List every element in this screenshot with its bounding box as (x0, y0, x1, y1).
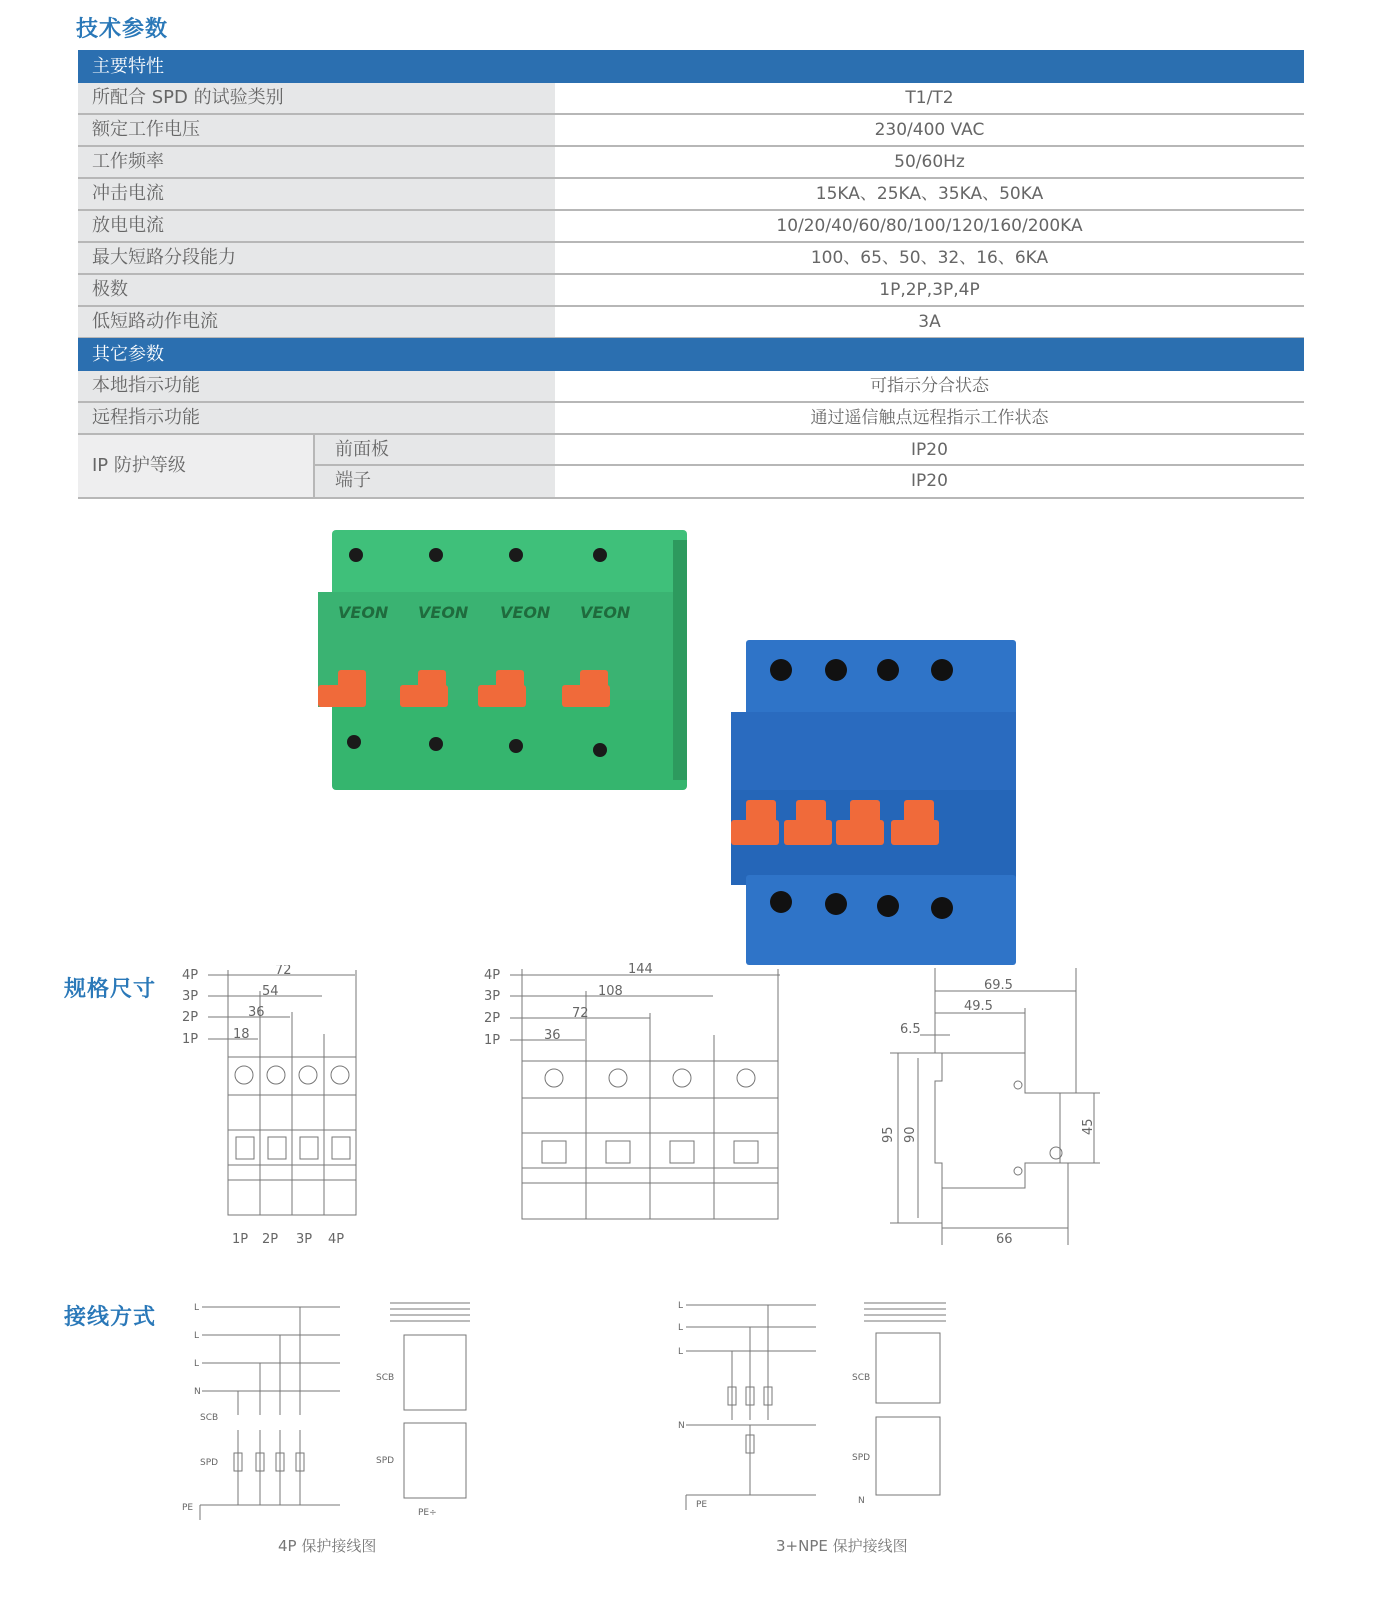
svg-text:VEON: VEON (418, 603, 469, 622)
svg-text:72: 72 (275, 965, 292, 978)
row-value: 50/60Hz (894, 152, 965, 172)
table-row (78, 179, 1304, 211)
table-row (78, 115, 1304, 147)
wiring-diagram-3npe (676, 1295, 986, 1535)
wiring-heading: 接线方式 (64, 1305, 157, 1330)
svg-text:66: 66 (996, 1232, 1013, 1247)
svg-text:VEON: VEON (338, 603, 389, 622)
svg-text:L: L (194, 1359, 200, 1369)
row-value: T1/T2 (905, 88, 954, 108)
ip-rating-block (78, 435, 1304, 499)
svg-text:VEON: VEON (500, 603, 551, 622)
green-4p-spd-image (318, 530, 698, 800)
svg-text:2P: 2P (484, 1011, 501, 1026)
svg-text:72: 72 (572, 1006, 589, 1021)
svg-text:18: 18 (233, 1027, 250, 1042)
svg-text:1P: 1P (182, 1032, 199, 1047)
svg-text:3P: 3P (484, 989, 501, 1004)
svg-text:54: 54 (262, 984, 279, 999)
dimension-drawing-small (180, 965, 380, 1265)
ip-rating-label: IP 防护等级 (78, 435, 315, 497)
svg-text:4P: 4P (182, 968, 199, 983)
svg-text:PE÷: PE÷ (418, 1508, 437, 1518)
svg-text:108: 108 (598, 984, 623, 999)
svg-text:SPD: SPD (852, 1453, 871, 1463)
row-label: 最大短路分段能力 (78, 243, 555, 273)
other-params-header: 其它参数 (78, 338, 1304, 371)
row-value: 通过遥信触点远程指示工作状态 (810, 408, 1049, 428)
svg-text:1P: 1P (232, 1232, 249, 1247)
row-value: 3A (918, 312, 941, 332)
row-label: 远程指示功能 (78, 403, 555, 433)
wiring-diagram-4p (180, 1295, 490, 1535)
row-label: 放电电流 (78, 211, 555, 241)
svg-text:90: 90 (903, 1126, 918, 1143)
svg-text:SPD: SPD (200, 1458, 219, 1468)
row-value: 1P,2P,3P,4P (879, 280, 980, 300)
row-label: 极数 (78, 275, 555, 305)
svg-text:L: L (194, 1303, 200, 1313)
svg-text:2P: 2P (182, 1010, 199, 1025)
row-value: 可指示分合状态 (870, 376, 989, 396)
ip-row-terminal (315, 466, 1304, 497)
svg-text:SPD: SPD (376, 1456, 395, 1466)
dimension-drawing-large (480, 963, 820, 1233)
row-label: 额定工作电压 (78, 115, 555, 145)
table-row (78, 275, 1304, 307)
svg-text:6.5: 6.5 (900, 1022, 921, 1037)
svg-text:49.5: 49.5 (964, 999, 993, 1014)
ip-sub-label: 端子 (315, 466, 555, 497)
svg-text:N: N (858, 1496, 865, 1506)
svg-text:L: L (678, 1323, 684, 1333)
table-row (78, 211, 1304, 243)
row-label: 所配合 SPD 的试验类别 (78, 83, 555, 113)
ip-row-front-panel (315, 435, 1304, 466)
row-label: 本地指示功能 (78, 371, 555, 401)
dimensions-heading: 规格尺寸 (64, 977, 157, 1002)
dimension-drawing-side (880, 963, 1110, 1253)
table-row (78, 243, 1304, 275)
svg-text:VEON: VEON (580, 603, 631, 622)
other-rows (78, 371, 1304, 435)
svg-text:L: L (194, 1331, 200, 1341)
svg-text:4P: 4P (328, 1232, 345, 1247)
svg-text:45: 45 (1081, 1118, 1096, 1135)
svg-text:3P: 3P (182, 989, 199, 1004)
svg-text:L: L (678, 1347, 684, 1357)
blue-4p-spd-image (726, 640, 1026, 970)
svg-text:SCB: SCB (852, 1373, 871, 1383)
svg-text:PE: PE (182, 1503, 194, 1513)
svg-text:4P: 4P (484, 968, 501, 983)
table-row (78, 83, 1304, 115)
svg-text:1P: 1P (484, 1033, 501, 1048)
row-value: 100、65、50、32、16、6KA (810, 248, 1049, 268)
ip-sub-label: 前面板 (315, 435, 555, 464)
row-value: 15KA、25KA、35KA、50KA (815, 184, 1044, 204)
svg-text:36: 36 (248, 1005, 265, 1020)
row-label: 工作频率 (78, 147, 555, 177)
table-row (78, 403, 1304, 435)
svg-text:N: N (194, 1387, 201, 1397)
main-rows (78, 83, 1304, 339)
row-value: 10/20/40/60/80/100/120/160/200KA (776, 216, 1083, 236)
svg-text:SCB: SCB (200, 1413, 219, 1423)
spec-table (78, 50, 1304, 499)
svg-text:N: N (678, 1421, 685, 1431)
svg-text:144: 144 (628, 963, 653, 977)
wiring-caption-4p: 4P 保护接线图 (278, 1537, 377, 1555)
row-label: 低短路动作电流 (78, 307, 555, 337)
svg-text:69.5: 69.5 (984, 978, 1013, 993)
svg-text:SCB: SCB (376, 1373, 395, 1383)
svg-text:PE: PE (696, 1500, 708, 1510)
svg-text:2P: 2P (262, 1232, 279, 1247)
row-label: 冲击电流 (78, 179, 555, 209)
table-row (78, 147, 1304, 179)
ip-sub-value: IP20 (911, 440, 948, 460)
wiring-caption-3npe: 3+NPE 保护接线图 (776, 1537, 908, 1555)
tech-params-heading: 技术参数 (76, 17, 169, 42)
svg-text:3P: 3P (296, 1232, 313, 1247)
svg-text:L: L (678, 1301, 684, 1311)
table-row (78, 307, 1304, 339)
svg-text:95: 95 (881, 1126, 896, 1143)
ip-sub-value: IP20 (911, 471, 948, 491)
row-value: 230/400 VAC (874, 120, 985, 140)
table-row (78, 371, 1304, 403)
main-characteristics-header: 主要特性 (78, 50, 1304, 83)
svg-text:36: 36 (544, 1028, 561, 1043)
